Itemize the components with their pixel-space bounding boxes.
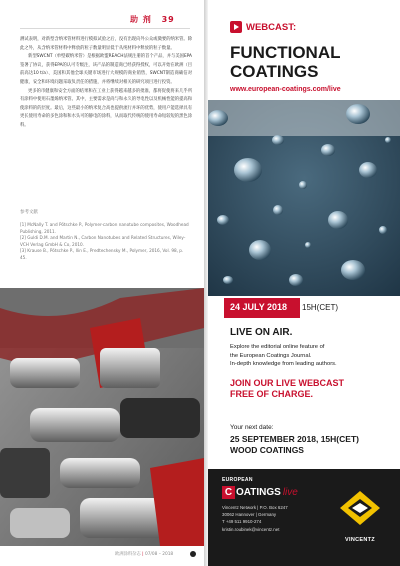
join-line: FREE OF CHARGE. bbox=[230, 389, 314, 399]
droplets-illustration bbox=[208, 100, 400, 296]
reference-item: [2] Guldi D.M. and Martin N., Carbon Nanotubes and Related Structures, Wiley-VCH Verlag GmbH & Co, 2010. bbox=[20, 235, 186, 247]
ad-title-line1: FUNCTIONAL bbox=[230, 43, 341, 62]
webcast-ad bbox=[208, 0, 400, 566]
page-header bbox=[130, 14, 175, 25]
reference-item: [1] McNally T. and Pötschke P., Polymer-carbon nanotube composites, Woodhead Publishing, 2011. bbox=[20, 222, 189, 234]
next-date-line: 25 SEPTEMBER 2018, 15H(CET) bbox=[230, 434, 359, 444]
webcast-time: 15H(CET) bbox=[302, 303, 339, 312]
contact-line: T +49 511 9910-274 bbox=[222, 519, 262, 525]
desc-line: In-depth knowledge from leading authors. bbox=[230, 361, 337, 367]
contact-info bbox=[222, 504, 342, 533]
header-divider bbox=[20, 28, 190, 29]
logo-c: C bbox=[222, 486, 235, 499]
join-cta[interactable] bbox=[230, 378, 395, 400]
webcast-label: WEBCAST: bbox=[246, 22, 297, 33]
article-paragraph: 更多的市健康和安全方面的结果和在工业上获得越来越多的批准，都将促使将来几乎所有涂料中使用石墨烯纳米管。其中，主要需求是尚与和永久的导电性以及机械性能的提高和使涂料的的层度。最后，这些最小的纳米复合高也提供流行并环的优势，使用户能选择具有更长使用寿命的多色涂和和水头可的静电的涂料，从而取代传统的使用寿命短较短的黑色涂料。 bbox=[20, 88, 192, 128]
footer-issue: 07/08 – 2018 bbox=[144, 552, 174, 557]
contact-email[interactable]: kristin.roubinek@vincentz.net bbox=[222, 526, 280, 532]
fire-hose-coupling-photo bbox=[0, 288, 204, 546]
ad-url-link[interactable]: www.european-coatings.com/live bbox=[230, 86, 341, 93]
article-body bbox=[20, 36, 192, 131]
reference-item: [3] Krause B., Pötschke P., Ilin E., Predtechensky M., Polymer, 2016, Vol. 98, p. 45. bbox=[20, 248, 184, 260]
ad-title-line2: COATINGS bbox=[230, 62, 319, 81]
vincentz-logo-icon bbox=[340, 491, 380, 525]
footer-divider: | bbox=[140, 552, 145, 557]
page-footer bbox=[115, 551, 173, 557]
brand-small-label: EUROPEAN bbox=[222, 477, 253, 483]
references-title: 参考文献 bbox=[20, 210, 38, 215]
hose-photo-illustration bbox=[0, 288, 204, 546]
desc-line: Explore the editorial online feature of bbox=[230, 344, 325, 350]
footer-journal: 欧洲涂料杂志 bbox=[115, 552, 141, 557]
page-marker-dot bbox=[190, 551, 196, 557]
article-paragraph: 新型SWCNT（单壁碳纳米管）是根据欧盟REACH法规注册的首个产品，并与美国EPA签署了协议，获得EPA的认可专级注，该产品的制造商已经获得授权，可以开始在欧洲（目前高达10 t/a）、美国和其他全球关键市场进行大规模的商业销售，SWCNT制造商确信对健康、安全和环境问题采取负责任的措施，并将继续对相关的研究项目进行投资。 bbox=[20, 54, 192, 85]
play-icon bbox=[230, 21, 242, 33]
page-header-title: 助 剂 bbox=[130, 15, 152, 24]
ad-description bbox=[230, 343, 395, 369]
logo-live: live bbox=[282, 486, 298, 498]
date-bar bbox=[208, 298, 400, 318]
live-on-air-heading: LIVE ON AIR. bbox=[230, 327, 293, 338]
references-list bbox=[20, 222, 190, 261]
webcast-date: 24 JULY 2018 bbox=[230, 302, 288, 312]
page-number: 39 bbox=[161, 15, 175, 24]
logo-word: OATINGS bbox=[236, 486, 281, 498]
vincentz-wordmark: VINCENTZ bbox=[345, 537, 375, 543]
contact-line: 30062 Hannover | Germany bbox=[222, 512, 277, 518]
next-date-line: WOOD COATINGS bbox=[230, 445, 304, 455]
next-date bbox=[230, 434, 400, 456]
join-line: JOIN OUR LIVE WEBCAST bbox=[230, 378, 345, 388]
article-paragraph: 测试表明，对新型含纳米管材料进行模拟试验之后，没有出现向外公众或微要的纳米管。除此之外，从含纳米管材料中释放的粒子数量明显低于从纯材料中释放的粒子数量。 bbox=[20, 37, 192, 51]
water-droplets-photo bbox=[208, 100, 400, 296]
ad-title bbox=[230, 43, 340, 81]
desc-line: the European Coatings Journal. bbox=[230, 352, 312, 359]
coatings-live-logo bbox=[222, 485, 298, 499]
contact-line: Vincentz Network | P.O. Box 6247 bbox=[222, 505, 288, 510]
next-date-label: Your next date: bbox=[230, 424, 274, 431]
